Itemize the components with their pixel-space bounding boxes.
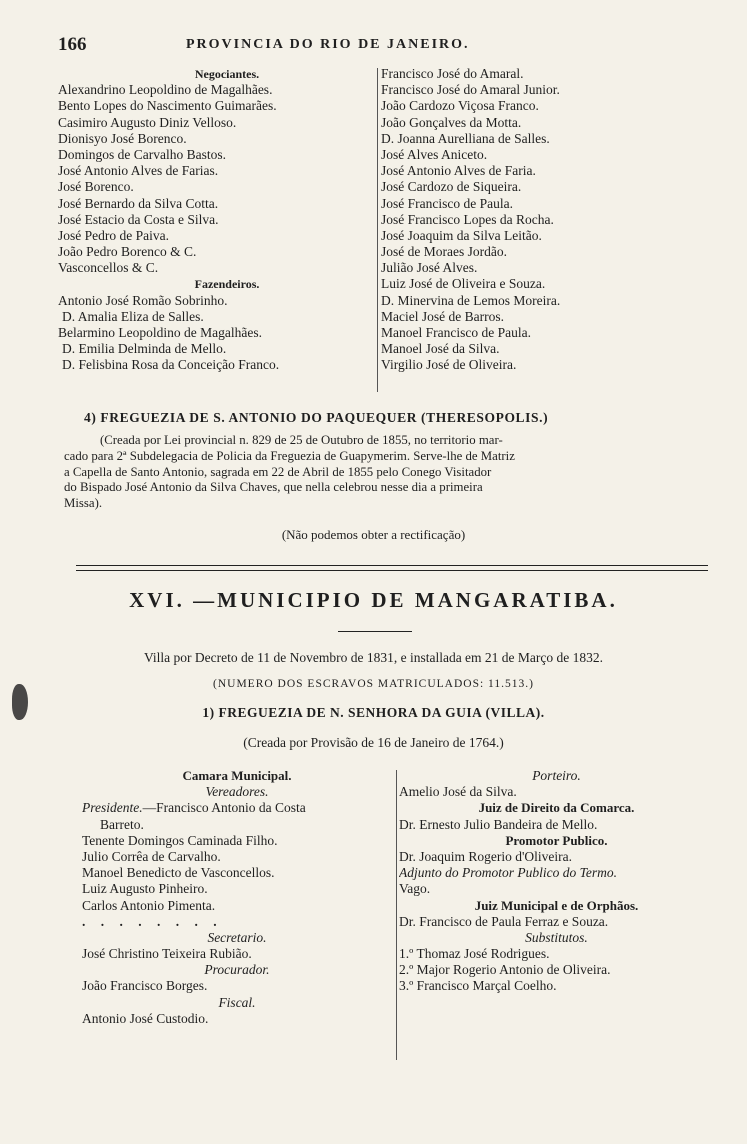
adjunto-heading: Adjunto do Promotor Publico do Termo. [399, 865, 618, 881]
list-item: Luiz Augusto Pinheiro. [82, 881, 208, 897]
list-item: Manoel Benedicto de Vasconcellos. [82, 865, 275, 881]
list-item: José Alves Aniceto. [381, 146, 488, 162]
juiz-direito-heading: Juiz de Direito da Comarca. [478, 800, 635, 816]
list-item: José de Moraes Jordão. [381, 244, 507, 260]
rectificacao-note: (Não podemos obter a rectificação) [281, 527, 466, 542]
secretario-name: José Christino Teixeira Rubião. [82, 946, 252, 962]
list-item: D. Felisbina Rosa da Conceição Franco. [62, 357, 280, 373]
ellipsis-row: . . . . . . . . [82, 913, 223, 929]
presidente-line [82, 800, 392, 816]
list-item: José Antonio Alves de Farias. [58, 163, 219, 179]
juiz-municipal-heading: Juiz Municipal e de Orphãos. [474, 897, 639, 913]
list-item: Julio Corrêa de Carvalho. [82, 848, 221, 864]
list-item: José Estacio da Costa e Silva. [58, 211, 219, 227]
fazendeiros-heading: Fazendeiros. [194, 277, 260, 292]
list-item: José Francisco de Paula. [381, 195, 513, 211]
list-item: Virgilio José de Oliveira. [381, 357, 517, 373]
adjunto-value: Vago. [399, 881, 431, 897]
title-underline [338, 631, 412, 632]
paragraph-line: do Bispado José Antonio da Silva Chaves, que nella celebrou nesse dia a primeira [64, 480, 483, 495]
paragraph-line: a Capella de Santo Antonio, sagrada em 22 de Abril de 1855 pelo Conego Visitador [64, 464, 492, 479]
list-item: José Pedro de Paiva. [58, 227, 169, 243]
juiz-direito-name: Dr. Ernesto Julio Bandeira de Mello. [399, 816, 598, 832]
list-item: João Pedro Borenco & C. [58, 244, 197, 260]
top-right-column [381, 66, 711, 374]
negociantes-heading: Negociantes. [194, 67, 260, 81]
list-item: José Cardozo de Siqueira. [381, 179, 522, 195]
column-divider [377, 68, 378, 392]
paragraph-line: cado para 2ª Subdelegacia de Policia da Freguezia de Guapymerim. Serve-lhe de Matriz [64, 448, 515, 463]
promotor-name: Dr. Joaquim Rogerio d'Oliveira. [399, 848, 573, 864]
list-item: Francisco José do Amaral. [381, 66, 524, 81]
juiz-municipal-name: Dr. Francisco de Paula Ferraz e Souza. [399, 913, 609, 929]
running-title: PROVINCIA DO RIO DE JANEIRO. [186, 37, 470, 52]
list-item: D. Joanna Aurelliana de Salles. [381, 130, 550, 146]
list-item: 3.º Francisco Marçal Coelho. [399, 978, 557, 994]
list-item: Belarmino Leopoldino de Magalhães. [58, 325, 262, 340]
list-item: Julião José Alves. [381, 260, 478, 276]
vereadores-heading: Vereadores. [205, 784, 269, 800]
list-item: Casimiro Augusto Diniz Velloso. [58, 114, 237, 130]
section-rule [76, 565, 708, 566]
list-item: José Borenco. [58, 179, 134, 195]
villa-decree: Villa por Decreto de 11 de Novembro de 1831, e installada em 21 de Março de 1832. [143, 650, 604, 665]
list-item: D. Minervina de Lemos Moreira. [381, 292, 561, 308]
list-item: 1.º Thomaz José Rodrigues. [399, 946, 550, 962]
paragraph-line: (Creada por Lei provincial n. 829 de 25 de Outubro de 1855, no territorio mar- [100, 433, 503, 447]
list-item: José Francisco Lopes da Rocha. [381, 211, 554, 227]
freguezia-1-creation: (Creada por Provisão de 16 de Janeiro de 1764.) [243, 735, 504, 750]
list-item: Bento Lopes do Nascimento Guimarães. [58, 98, 277, 114]
fiscal-name: Antonio José Custodio. [82, 1010, 209, 1026]
list-item: Domingos de Carvalho Bastos. [58, 146, 226, 162]
substitutos-heading: Substitutos. [525, 929, 588, 945]
list-item: João Gonçalves da Motta. [381, 114, 522, 130]
presidente-label: Presidente. [82, 800, 143, 816]
column-divider [396, 770, 397, 1060]
list-item: Tenente Domingos Caminada Filho. [82, 832, 278, 848]
freguezia-1-title: 1) FREGUEZIA DE N. SENHORA DA GUIA (VILLA). [202, 705, 545, 720]
page-number: 166 [58, 34, 87, 55]
list-item: José Bernardo da Silva Cotta. [58, 195, 219, 211]
escravos-count: (NUMERO DOS ESCRAVOS MATRICULADOS: 11.513.) [213, 678, 534, 690]
list-item: Antonio José Romão Sobrinho. [58, 292, 228, 308]
list-item: 2.º Major Rogerio Antonio de Oliveira. [399, 962, 611, 978]
camara-heading: Camara Municipal. [182, 768, 292, 783]
municipio-title: XVI. —MUNICIPIO DE MANGARATIBA. [129, 588, 618, 612]
bottom-right-column [399, 768, 714, 995]
list-item: José Joaquim da Silva Leitão. [381, 227, 542, 243]
page-header [58, 34, 658, 58]
list-item: D. Amalia Eliza de Salles. [62, 308, 204, 324]
porteiro-heading: Porteiro. [532, 768, 581, 783]
presidente-name: —Francisco Antonio da Costa [142, 800, 306, 816]
presidente-continuation: Barreto. [100, 816, 144, 832]
list-item: D. Emilia Delminda de Mello. [62, 341, 227, 357]
bottom-left-column [82, 768, 392, 1027]
freguezia-4-title: 4) FREGUEZIA DE S. ANTONIO DO PAQUEQUER (THERESOPOLIS.) [84, 410, 549, 425]
paragraph-line: Missa). [64, 496, 103, 511]
procurador-name: João Francisco Borges. [82, 978, 208, 994]
top-left-column [58, 66, 376, 374]
secretario-heading: Secretario. [207, 929, 267, 945]
list-item: Luiz José de Oliveira e Souza. [381, 276, 546, 292]
section-rule [76, 570, 708, 571]
list-item: Alexandrino Leopoldino de Magalhães. [58, 82, 273, 98]
promotor-heading: Promotor Publico. [505, 832, 608, 848]
list-item: Maciel José de Barros. [381, 308, 504, 324]
list-item: Manoel Francisco de Paula. [381, 325, 531, 340]
porteiro-name: Amelio José da Silva. [399, 784, 517, 800]
list-item: Vasconcellos & C. [58, 260, 159, 276]
procurador-heading: Procurador. [204, 962, 270, 978]
list-item: João Cardozo Viçosa Franco. [381, 98, 539, 114]
freguezia-4-paragraph [64, 433, 702, 512]
list-item: Francisco José do Amaral Junior. [381, 82, 560, 98]
list-item: Dionisyo José Borenco. [58, 130, 187, 146]
list-item: José Antonio Alves de Faria. [381, 163, 536, 179]
fiscal-heading: Fiscal. [218, 994, 256, 1010]
list-item: Carlos Antonio Pimenta. [82, 897, 216, 913]
list-item: Manoel José da Silva. [381, 341, 500, 357]
